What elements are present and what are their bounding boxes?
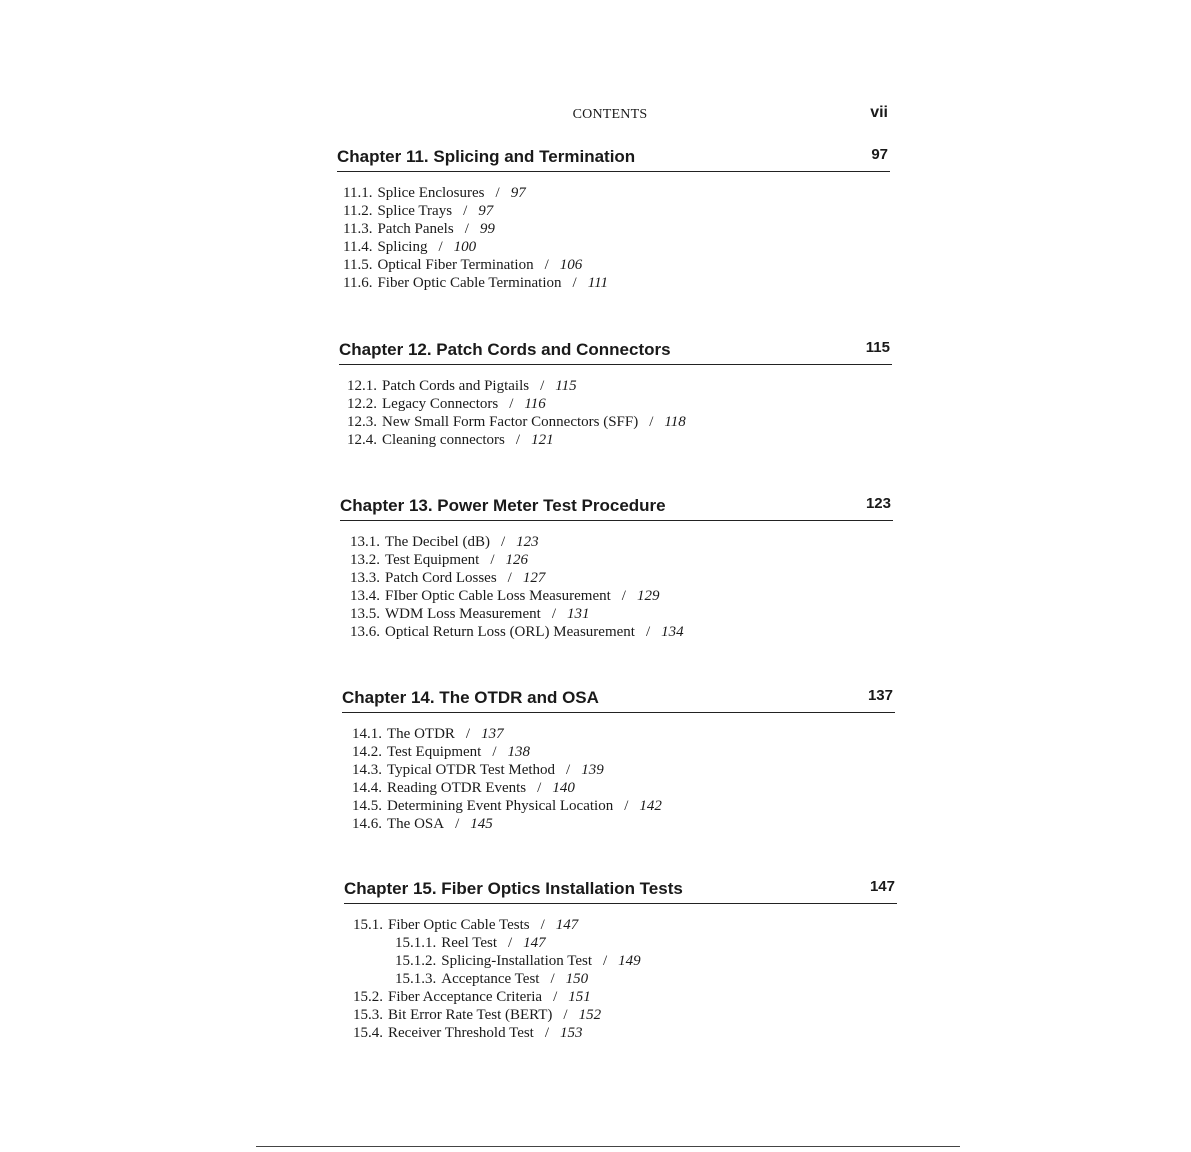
section-title: FIber Optic Cable Loss Measurement	[385, 588, 611, 604]
chapter-title: Chapter 12. Patch Cords and Connectors	[339, 340, 671, 359]
section-page: 131	[566, 606, 590, 622]
chapter-heading	[344, 877, 897, 904]
separator-slash: /	[566, 762, 571, 778]
page-number: vii	[870, 104, 888, 121]
section-title: WDM Loss Measurement	[385, 606, 541, 622]
section-page: 111	[587, 275, 608, 291]
section-number: 13.3.	[350, 570, 380, 586]
subsection-entry	[353, 934, 641, 952]
section-page: 97	[478, 203, 494, 219]
section-entry	[350, 569, 684, 587]
section-entry	[352, 761, 662, 779]
section-entry	[350, 623, 684, 641]
section-title: Splice Trays	[377, 203, 453, 219]
section-page: 126	[505, 552, 529, 568]
section-page: 127	[522, 570, 546, 586]
section-page: 150	[565, 971, 589, 987]
section-number: 14.4.	[352, 780, 382, 796]
section-title: Fiber Optic Cable Termination	[377, 275, 562, 291]
section-title: Cleaning connectors	[382, 432, 505, 448]
running-header	[336, 106, 888, 130]
separator-slash: /	[649, 414, 654, 430]
section-page: 115	[555, 378, 577, 394]
section-entry	[353, 1024, 641, 1042]
chapter-title: Chapter 14. The OTDR and OSA	[342, 688, 599, 707]
section-title: Test Equipment	[387, 744, 482, 760]
section-entry	[350, 605, 684, 623]
chapter-heading	[342, 686, 895, 713]
separator-slash: /	[621, 588, 626, 604]
separator-slash: /	[537, 780, 542, 796]
section-title: Acceptance Test	[441, 971, 540, 987]
section-page: 149	[618, 953, 641, 969]
separator-slash: /	[624, 798, 629, 814]
section-page: 153	[560, 1025, 583, 1041]
section-entry	[343, 184, 608, 202]
section-number: 11.1.	[343, 185, 373, 201]
section-number: 12.3.	[347, 414, 377, 430]
section-title: The Decibel (dB)	[385, 534, 490, 550]
section-entry	[352, 797, 662, 815]
section-number: 14.5.	[352, 798, 382, 814]
chapter-12	[339, 338, 892, 448]
separator-slash: /	[495, 185, 500, 201]
chapter-11	[337, 145, 890, 291]
separator-slash: /	[464, 221, 469, 237]
section-entry	[350, 587, 684, 605]
section-number: 11.6.	[343, 275, 373, 291]
section-list	[353, 916, 641, 1042]
section-entry	[352, 779, 662, 797]
separator-slash: /	[551, 606, 556, 622]
separator-slash: /	[540, 917, 545, 933]
section-title: Optical Fiber Termination	[377, 257, 534, 273]
section-number: 15.1.2.	[395, 953, 437, 969]
section-list	[347, 377, 686, 449]
separator-slash: /	[465, 726, 471, 742]
section-list	[343, 184, 608, 292]
separator-slash: /	[645, 624, 651, 640]
chapter-heading	[339, 338, 892, 365]
section-title: Typical OTDR Test Method	[387, 762, 556, 778]
chapter-title: Chapter 13. Power Meter Test Procedure	[340, 496, 666, 515]
section-number: 14.6.	[352, 816, 382, 832]
chapter-page: 123	[865, 495, 891, 512]
section-entry	[353, 988, 641, 1006]
section-page: 139	[581, 762, 604, 778]
separator-slash: /	[544, 257, 549, 273]
subsection-entry	[353, 952, 641, 970]
section-title: Bit Error Rate Test (BERT)	[388, 1007, 553, 1023]
separator-slash: /	[500, 534, 506, 550]
section-number: 15.1.3.	[395, 971, 437, 987]
section-title: Patch Cord Losses	[385, 570, 497, 586]
section-number: 14.2.	[352, 744, 382, 760]
chapter-heading	[340, 494, 893, 521]
separator-slash: /	[544, 1025, 550, 1041]
section-page: 99	[479, 221, 495, 237]
section-number: 13.5.	[350, 606, 380, 622]
chapter-page: 147	[869, 878, 895, 895]
section-title: The OTDR	[387, 726, 455, 742]
page-title: CONTENTS	[572, 107, 648, 122]
section-entry	[347, 413, 686, 431]
chapter-title: Chapter 15. Fiber Optics Installation Tests	[344, 879, 683, 898]
separator-slash: /	[455, 816, 460, 832]
section-title: Splice Enclosures	[377, 185, 485, 201]
section-page: 147	[555, 917, 579, 933]
separator-slash: /	[563, 1007, 568, 1023]
section-page: 123	[516, 534, 539, 550]
separator-slash: /	[515, 432, 521, 448]
separator-slash: /	[492, 744, 497, 760]
section-page: 137	[481, 726, 504, 742]
section-number: 13.6.	[350, 624, 380, 640]
section-number: 11.2.	[343, 203, 373, 219]
section-entry	[353, 916, 641, 934]
section-number: 15.1.1.	[395, 935, 437, 951]
section-number: 13.4.	[350, 588, 380, 604]
section-title: New Small Form Factor Connectors (SFF)	[382, 414, 639, 430]
chapter-title: Chapter 11. Splicing and Termination	[337, 147, 636, 166]
chapter-page: 97	[871, 146, 888, 163]
section-title: Fiber Optic Cable Tests	[388, 917, 530, 933]
section-title: Patch Cords and Pigtails	[382, 378, 530, 394]
section-page: 138	[507, 744, 531, 760]
chapter-13	[340, 494, 893, 640]
section-title: Patch Panels	[377, 221, 454, 237]
section-entry	[343, 220, 608, 238]
section-page: 121	[531, 432, 554, 448]
chapter-15	[344, 877, 897, 1041]
section-number: 12.4.	[347, 432, 377, 448]
section-number: 15.1.	[353, 917, 383, 933]
separator-slash: /	[463, 203, 468, 219]
separator-slash: /	[508, 935, 513, 951]
section-entry	[343, 202, 608, 220]
section-title: Splicing-Installation Test	[441, 953, 592, 969]
section-number: 14.3.	[352, 762, 382, 778]
section-number: 15.4.	[353, 1025, 383, 1041]
section-number: 12.2.	[347, 396, 377, 412]
section-title: Determining Event Physical Location	[387, 798, 614, 814]
separator-slash: /	[509, 396, 514, 412]
section-page: 134	[661, 624, 684, 640]
section-page: 147	[523, 935, 546, 951]
section-number: 12.1.	[347, 378, 377, 394]
section-entry	[352, 725, 662, 743]
subsection-entry	[353, 970, 641, 988]
section-entry	[347, 377, 686, 395]
chapter-14	[342, 686, 895, 832]
chapter-page: 137	[867, 687, 893, 704]
chapter-heading	[337, 145, 890, 172]
section-title: The OSA	[387, 816, 445, 832]
section-page: 106	[559, 257, 583, 273]
section-number: 11.3.	[343, 221, 373, 237]
section-list	[350, 533, 684, 641]
section-title: Fiber Acceptance Criteria	[388, 989, 543, 1005]
section-number: 13.2.	[350, 552, 380, 568]
section-entry	[353, 1006, 641, 1024]
section-title: Splicing	[377, 239, 428, 255]
section-title: Receiver Threshold Test	[388, 1025, 534, 1041]
section-number: 14.1.	[352, 726, 382, 742]
section-entry	[350, 551, 684, 569]
section-title: Reel Test	[441, 935, 497, 951]
separator-slash: /	[603, 953, 608, 969]
separator-slash: /	[540, 378, 545, 394]
section-entry	[343, 238, 608, 256]
separator-slash: /	[572, 275, 577, 291]
section-page: 145	[470, 816, 493, 832]
section-entry	[343, 274, 608, 292]
separator-slash: /	[490, 552, 495, 568]
section-page: 100	[453, 239, 477, 255]
section-number: 13.1.	[350, 534, 380, 550]
section-page: 142	[639, 798, 662, 814]
section-page: 140	[552, 780, 575, 796]
section-entry	[352, 743, 662, 761]
separator-slash: /	[553, 989, 558, 1005]
section-entry	[352, 815, 662, 833]
section-title: Optical Return Loss (ORL) Measurement	[385, 624, 635, 640]
section-page: 97	[510, 185, 526, 201]
separator-slash: /	[507, 570, 512, 586]
separator-slash: /	[550, 971, 555, 987]
section-entry	[347, 431, 686, 449]
footer-rule	[256, 1146, 960, 1147]
section-page: 118	[664, 414, 686, 430]
section-page: 116	[524, 396, 546, 412]
section-number: 11.4.	[343, 239, 373, 255]
section-title: Test Equipment	[385, 552, 480, 568]
section-title: Reading OTDR Events	[387, 780, 527, 796]
section-entry	[350, 533, 684, 551]
section-list	[352, 725, 662, 833]
section-number: 15.3.	[353, 1007, 383, 1023]
section-entry	[347, 395, 686, 413]
chapter-page: 115	[865, 339, 890, 356]
section-page: 151	[568, 989, 591, 1005]
section-number: 11.5.	[343, 257, 373, 273]
separator-slash: /	[438, 239, 443, 255]
section-number: 15.2.	[353, 989, 383, 1005]
section-page: 152	[578, 1007, 602, 1023]
section-entry	[343, 256, 608, 274]
section-title: Legacy Connectors	[382, 396, 499, 412]
section-page: 129	[636, 588, 660, 604]
